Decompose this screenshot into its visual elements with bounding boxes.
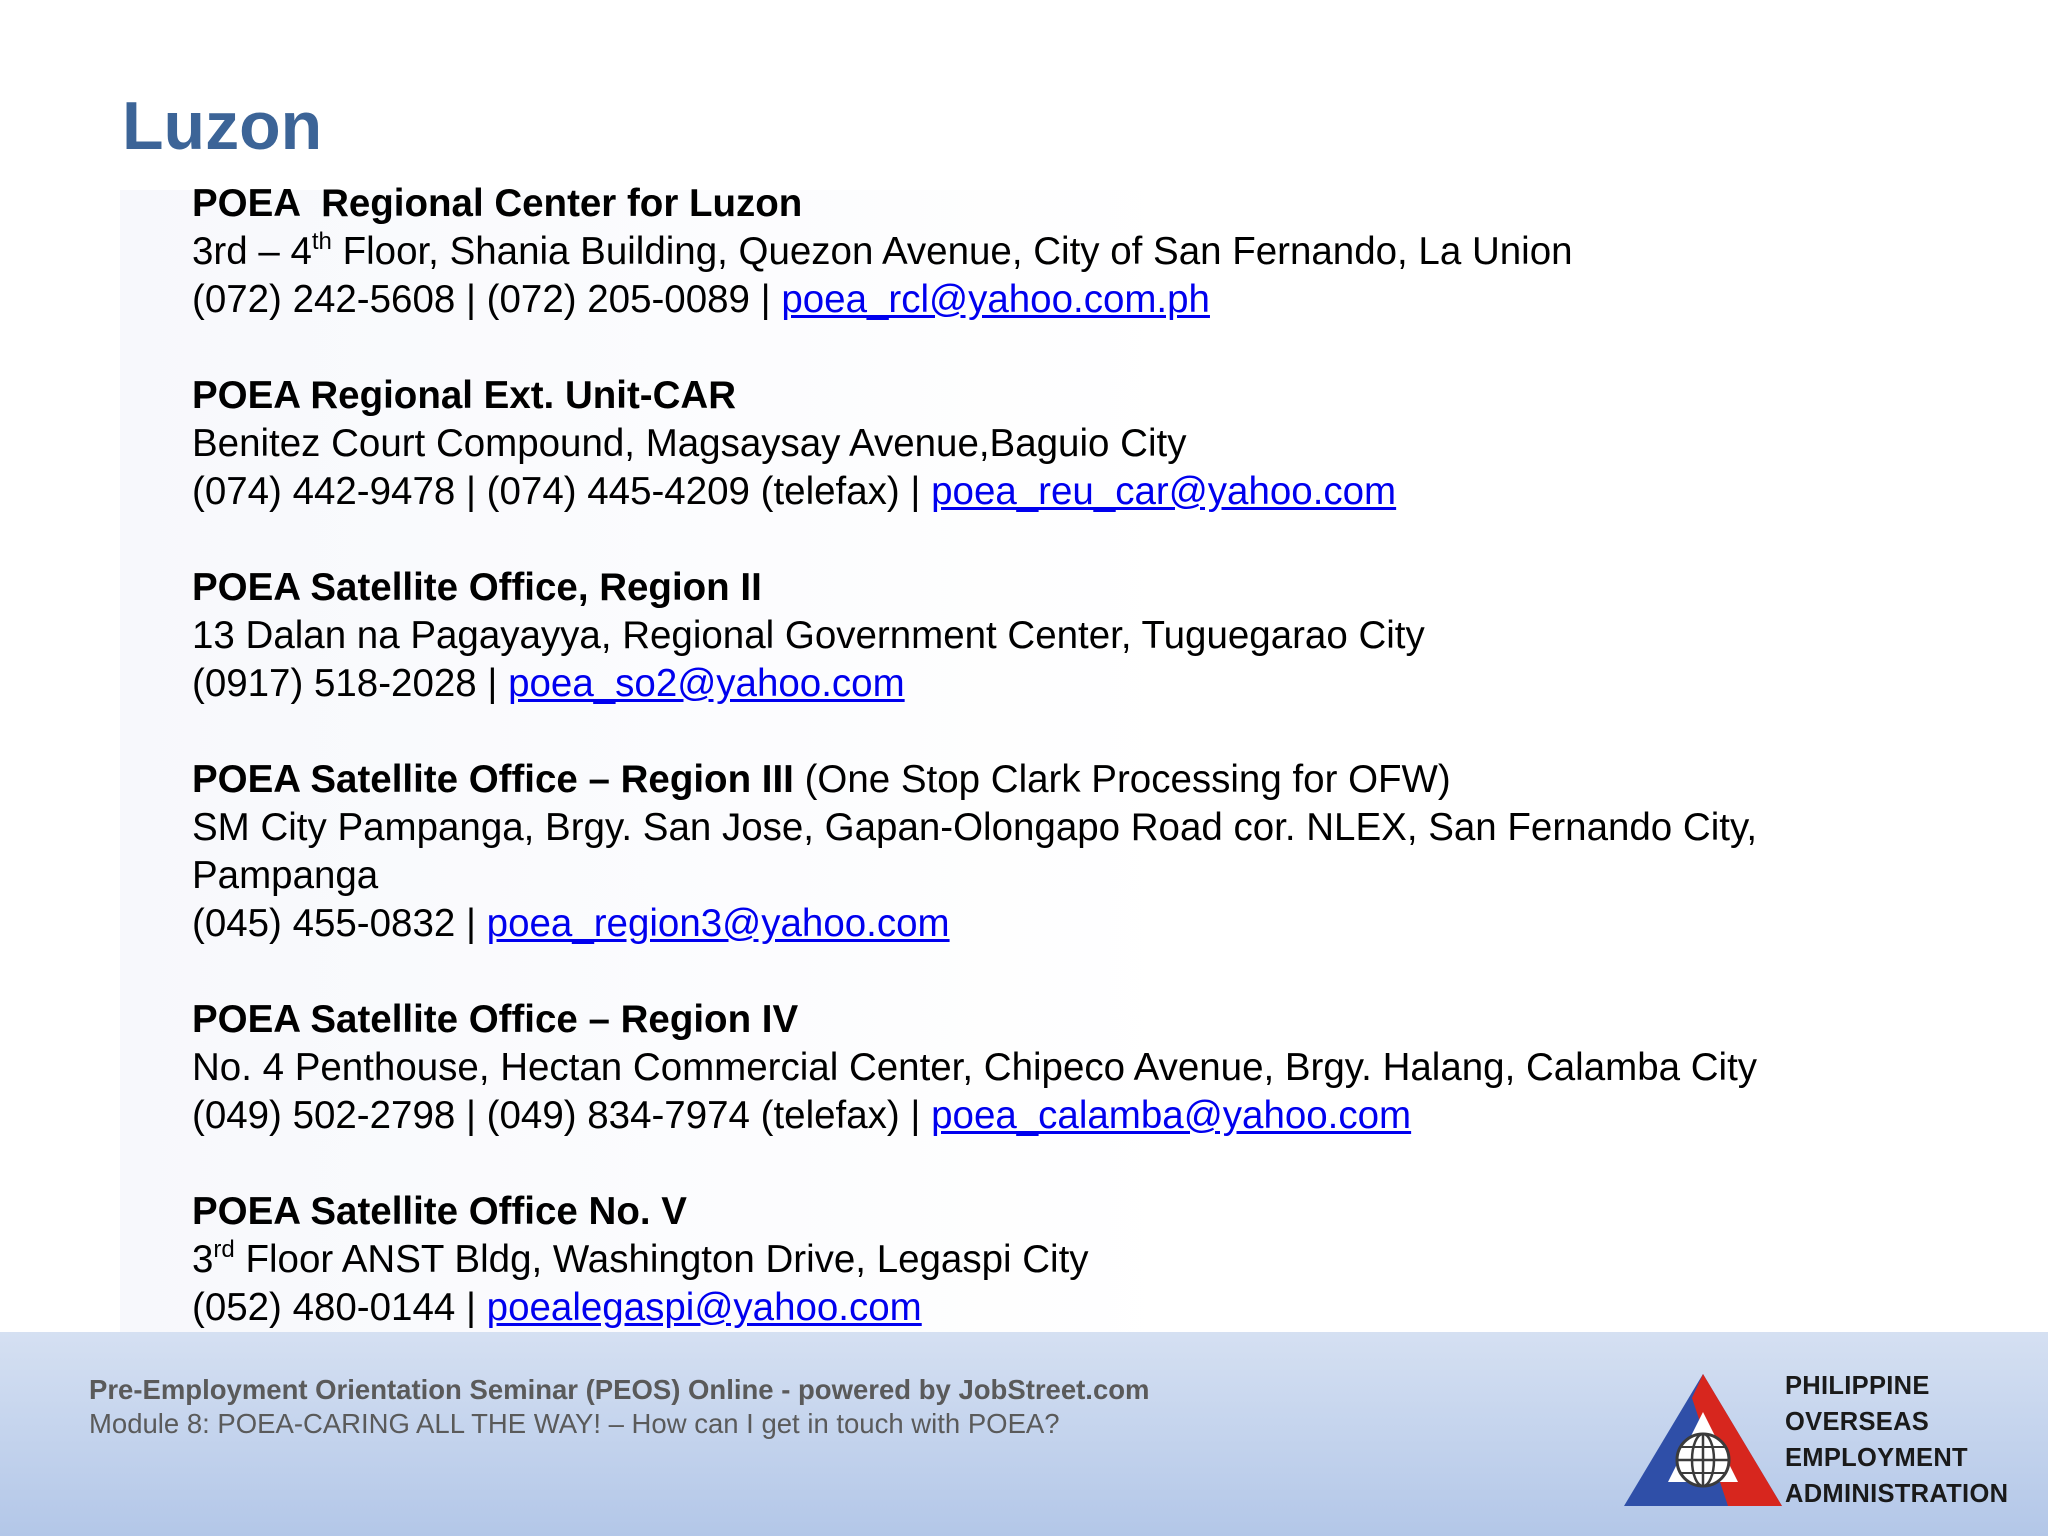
office-address: Benitez Court Compound, Magsaysay Avenue,Baguio City <box>192 422 1187 465</box>
footer-title: Pre-Employment Orientation Seminar (PEOS) Online - powered by JobStreet.com <box>89 1374 1150 1405</box>
office-phone: (0917) 518-2028 | <box>192 662 509 705</box>
office-address-text: Floor ANST Bldg, Washington Drive, Legaspi City <box>234 1238 1089 1281</box>
office-contact <box>192 1092 2012 1140</box>
office-name <box>192 756 2012 804</box>
office-contact <box>192 900 2012 948</box>
office-address <box>192 1236 2012 1284</box>
office-email-link[interactable]: poealegaspi@yahoo.com <box>486 1286 922 1329</box>
office-name: POEA Satellite Office No. V <box>192 1190 687 1233</box>
office-phone: (074) 442-9478 | (074) 445-4209 (telefax) | <box>192 470 932 513</box>
poea-logo-icon <box>1622 1370 1784 1510</box>
logo-text-line: PHILIPPINE <box>1785 1372 1930 1400</box>
office-address-text: 3rd – 4 <box>192 230 312 273</box>
logo-text-line: EMPLOYMENT <box>1785 1444 1968 1472</box>
office-entry <box>192 180 2012 324</box>
office-note: (One Stop Clark Processing for OFW) <box>793 758 1451 801</box>
office-name: POEA Regional Center for Luzon <box>192 182 803 225</box>
office-entry <box>192 996 2012 1140</box>
office-phone: (049) 502-2798 | (049) 834-7974 (telefax) | <box>192 1094 932 1137</box>
office-address: No. 4 Penthouse, Hectan Commercial Center, Chipeco Avenue, Brgy. Halang, Calamba City <box>192 1046 1758 1089</box>
office-address-text: 3 <box>192 1238 214 1281</box>
office-entry <box>192 564 2012 708</box>
office-email-link[interactable]: poea_region3@yahoo.com <box>486 902 950 945</box>
page-title: Luzon <box>122 88 323 164</box>
office-contact <box>192 468 2012 516</box>
office-name: POEA Satellite Office, Region II <box>192 566 762 609</box>
office-phone: (072) 242-5608 | (072) 205-0089 | <box>192 278 782 321</box>
office-name: POEA Regional Ext. Unit-CAR <box>192 374 737 417</box>
office-entry <box>192 372 2012 516</box>
logo-text-line: ADMINISTRATION <box>1785 1480 2009 1508</box>
logo-text-line: OVERSEAS <box>1785 1408 1930 1436</box>
ordinal-suffix: rd <box>213 1236 235 1263</box>
office-address-text: Floor, Shania Building, Quezon Avenue, City of San Fernando, La Union <box>331 230 1573 273</box>
office-name: POEA Satellite Office – Region IV <box>192 998 799 1041</box>
ordinal-suffix: th <box>311 228 332 255</box>
office-email-link[interactable]: poea_calamba@yahoo.com <box>931 1094 1412 1137</box>
office-address <box>192 228 2012 276</box>
footer <box>0 1332 2048 1536</box>
office-name-text: POEA Satellite Office – Region III <box>192 758 794 801</box>
office-entry <box>192 756 2012 948</box>
office-email-link[interactable]: poea_rcl@yahoo.com.ph <box>781 278 1210 321</box>
office-address: Pampanga <box>192 854 379 897</box>
office-email-link[interactable]: poea_reu_car@yahoo.com <box>931 470 1397 513</box>
office-contact <box>192 276 2012 324</box>
office-phone: (052) 480-0144 | <box>192 1286 487 1329</box>
footer-subtitle: Module 8: POEA-CARING ALL THE WAY! – How can I get in touch with POEA? <box>89 1408 1060 1439</box>
office-contact <box>192 660 2012 708</box>
office-email-link[interactable]: poea_so2@yahoo.com <box>508 662 905 705</box>
logo-text <box>1785 1368 2008 1512</box>
office-entry <box>192 1188 2012 1332</box>
office-address: 13 Dalan na Pagayayya, Regional Government Center, Tuguegarao City <box>192 614 1425 657</box>
office-list <box>192 180 2012 1380</box>
office-contact <box>192 1284 2012 1332</box>
office-phone: (045) 455-0832 | <box>192 902 487 945</box>
office-address: SM City Pampanga, Brgy. San Jose, Gapan-Olongapo Road cor. NLEX, San Fernando City, <box>192 806 1758 849</box>
